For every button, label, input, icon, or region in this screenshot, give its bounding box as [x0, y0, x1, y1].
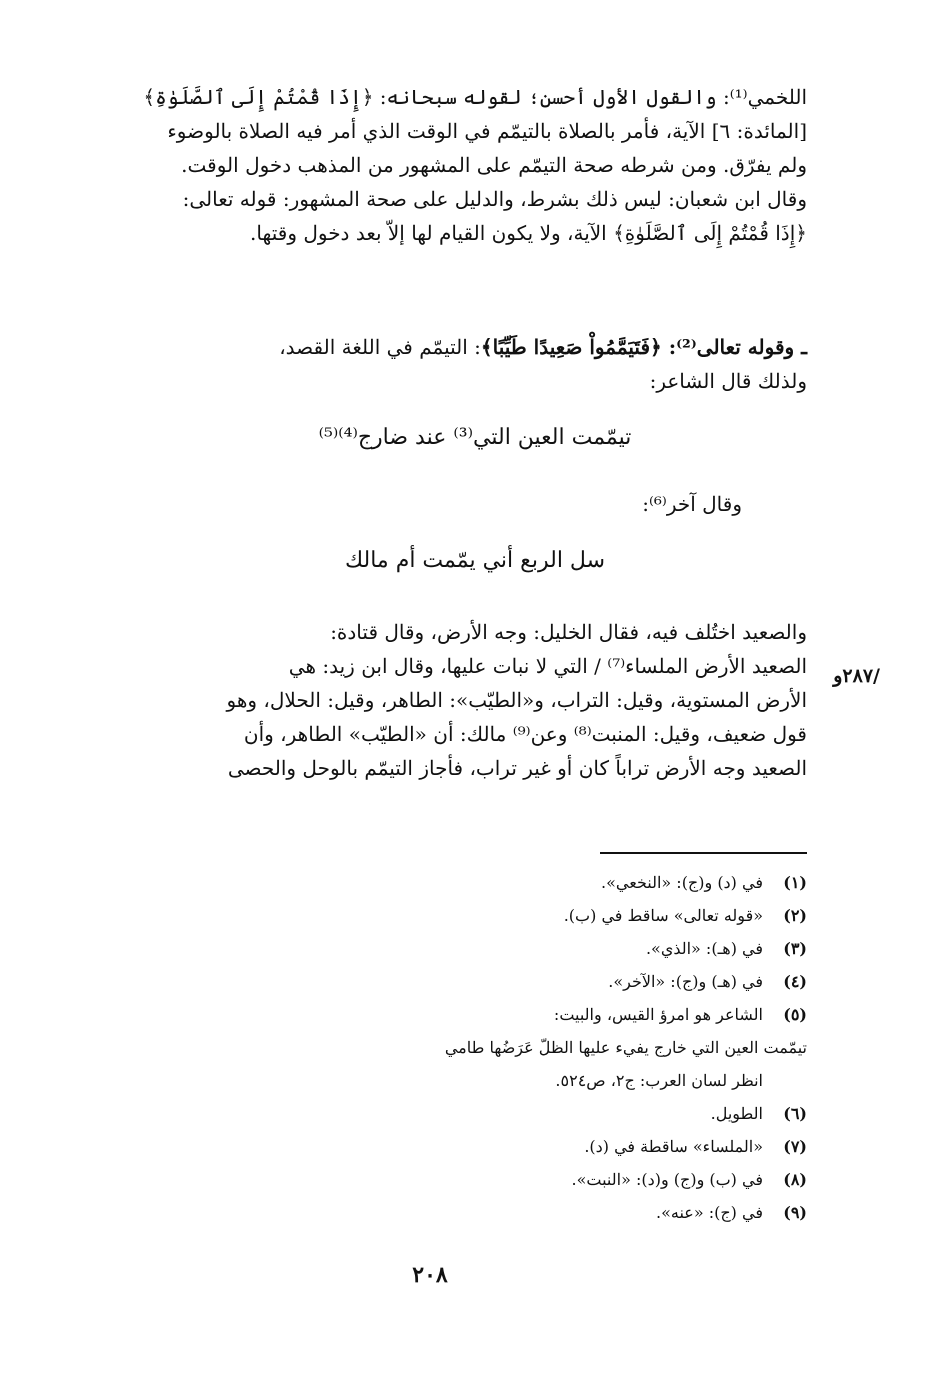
footnote-text: الطويل. [710, 1104, 763, 1123]
footnote-item [47, 1196, 807, 1229]
footnote-number: (٤) [783, 972, 807, 991]
footnote-number: (٢) [783, 906, 807, 925]
footnote-item [47, 932, 807, 965]
section-heading: ـ وقوله تعالى⁽²⁾: ﴿فَتَيَمَّمُواْ صَعِيدًا طَيِّبًا﴾ [480, 335, 807, 359]
text-line: ﴿إِذَا قُمْتُمْ إِلَى ٱلصَّلَوٰةِ﴾ الآية، ولا يكون القيام لها إلاّ بعد دخول وقتها. [250, 221, 807, 245]
footnote-item [47, 965, 807, 998]
footnote-text: في (هـ): «الذي». [645, 939, 763, 958]
text-line: اللخمي⁽¹⁾: والقول الأول أحسن؛ لقوله سبحانه: ﴿إِذَا قُمْتُمْ إِلَى ٱلصَّلَوٰةِ﴾ [143, 85, 807, 109]
footnote-text: «الملساء» ساقطة في (د). [584, 1137, 763, 1156]
footnote-text: في (هـ) و(ج): «الآخر». [608, 972, 763, 991]
text-line: الصعيد وجه الأرض تراباً كان أو غير تراب، فأجاز التيمّم بالوحل والحصى [227, 756, 807, 780]
footnote-number: (٦) [783, 1104, 807, 1123]
footnote-text: الشاعر هو امرؤ القيس، والبيت: [553, 1005, 763, 1024]
page-number: ٢٠٨ [412, 1262, 448, 1288]
paragraph-3 [143, 615, 807, 785]
footnote-number: (٣) [783, 939, 807, 958]
text-line [143, 330, 807, 364]
footnote-item [47, 1130, 807, 1163]
poem-verse-2: سل الربع أني يمّمت أم مالك [344, 548, 606, 573]
footnote-verse: تيمّمت العين التي خارج يفيء عليها الظلّ عَرَضُها طامي [444, 1038, 807, 1057]
text-line: [المائدة: ٦] الآية، فأمر بالصلاة بالتيمّم في الوقت الذي أمر فيه الصلاة بالوضوء [167, 119, 807, 143]
text-line: الصعيد الأرض الملساء⁽⁷⁾ / التي لا نبات عليها، وقال ابن زيد: هي [288, 654, 807, 678]
text-line: ولم يفرّق. ومن شرطه صحة التيمّم على المشهور من المذهب دخول الوقت. [181, 153, 807, 177]
footnote-number: (١) [783, 873, 807, 892]
footnote-item [47, 899, 807, 932]
section-text: : التيمّم في اللغة القصد، [279, 335, 481, 359]
footnote-item [47, 1097, 807, 1130]
footnote-item [47, 998, 807, 1031]
footnote-text: في (د) و(ج): «النخعي». [601, 873, 763, 892]
footnote-number: (٨) [783, 1170, 807, 1189]
footnote-separator [600, 852, 807, 854]
text-line: الأرض المستوية، وقيل: التراب، و«الطيّب»: الطاهر، وقيل: الحلال، وهو [226, 688, 807, 712]
footnote-number: (٥) [783, 1005, 807, 1024]
text-line: والصعيد اختُلف فيه، فقال الخليل: وجه الأرض، وقال قتادة: [330, 620, 807, 644]
text-line: وقال ابن شعبان: ليس ذلك بشرط، والدليل على صحة المشهور: قوله تعالى: [182, 187, 807, 211]
paragraph-1 [143, 80, 807, 250]
footnote-text: في (ب) و(ج) و(د): «النبت». [571, 1170, 763, 1189]
poem-verse-1: تيمّمت العين التي⁽³⁾ عند ضارج⁽⁴⁾⁽⁵⁾ [318, 425, 632, 450]
footnotes [47, 866, 807, 1229]
footnote-number: (٧) [783, 1137, 807, 1156]
poet-intro: وقال آخر⁽⁶⁾: [642, 492, 742, 516]
paragraph-2 [143, 330, 807, 398]
footnote-item [47, 866, 807, 899]
footnote-source: انظر لسان العرب: ج٢، ص٥٢٤. [555, 1071, 763, 1090]
footnote-text: «قوله تعالى» ساقط في (ب). [563, 906, 763, 925]
text-line: قول ضعيف، وقيل: المنبت⁽⁸⁾ وعن⁽⁹⁾ مالك: أن «الطيّب» الطاهر، وأن [243, 722, 807, 746]
footnote-text: في (ج): «عنه». [656, 1203, 763, 1222]
footnote-item [47, 1163, 807, 1196]
text-line: ولذلك قال الشاعر: [649, 369, 807, 393]
manuscript-folio-marker: ٢٨٧و/ [833, 665, 880, 687]
footnote-number: (٩) [783, 1203, 807, 1222]
